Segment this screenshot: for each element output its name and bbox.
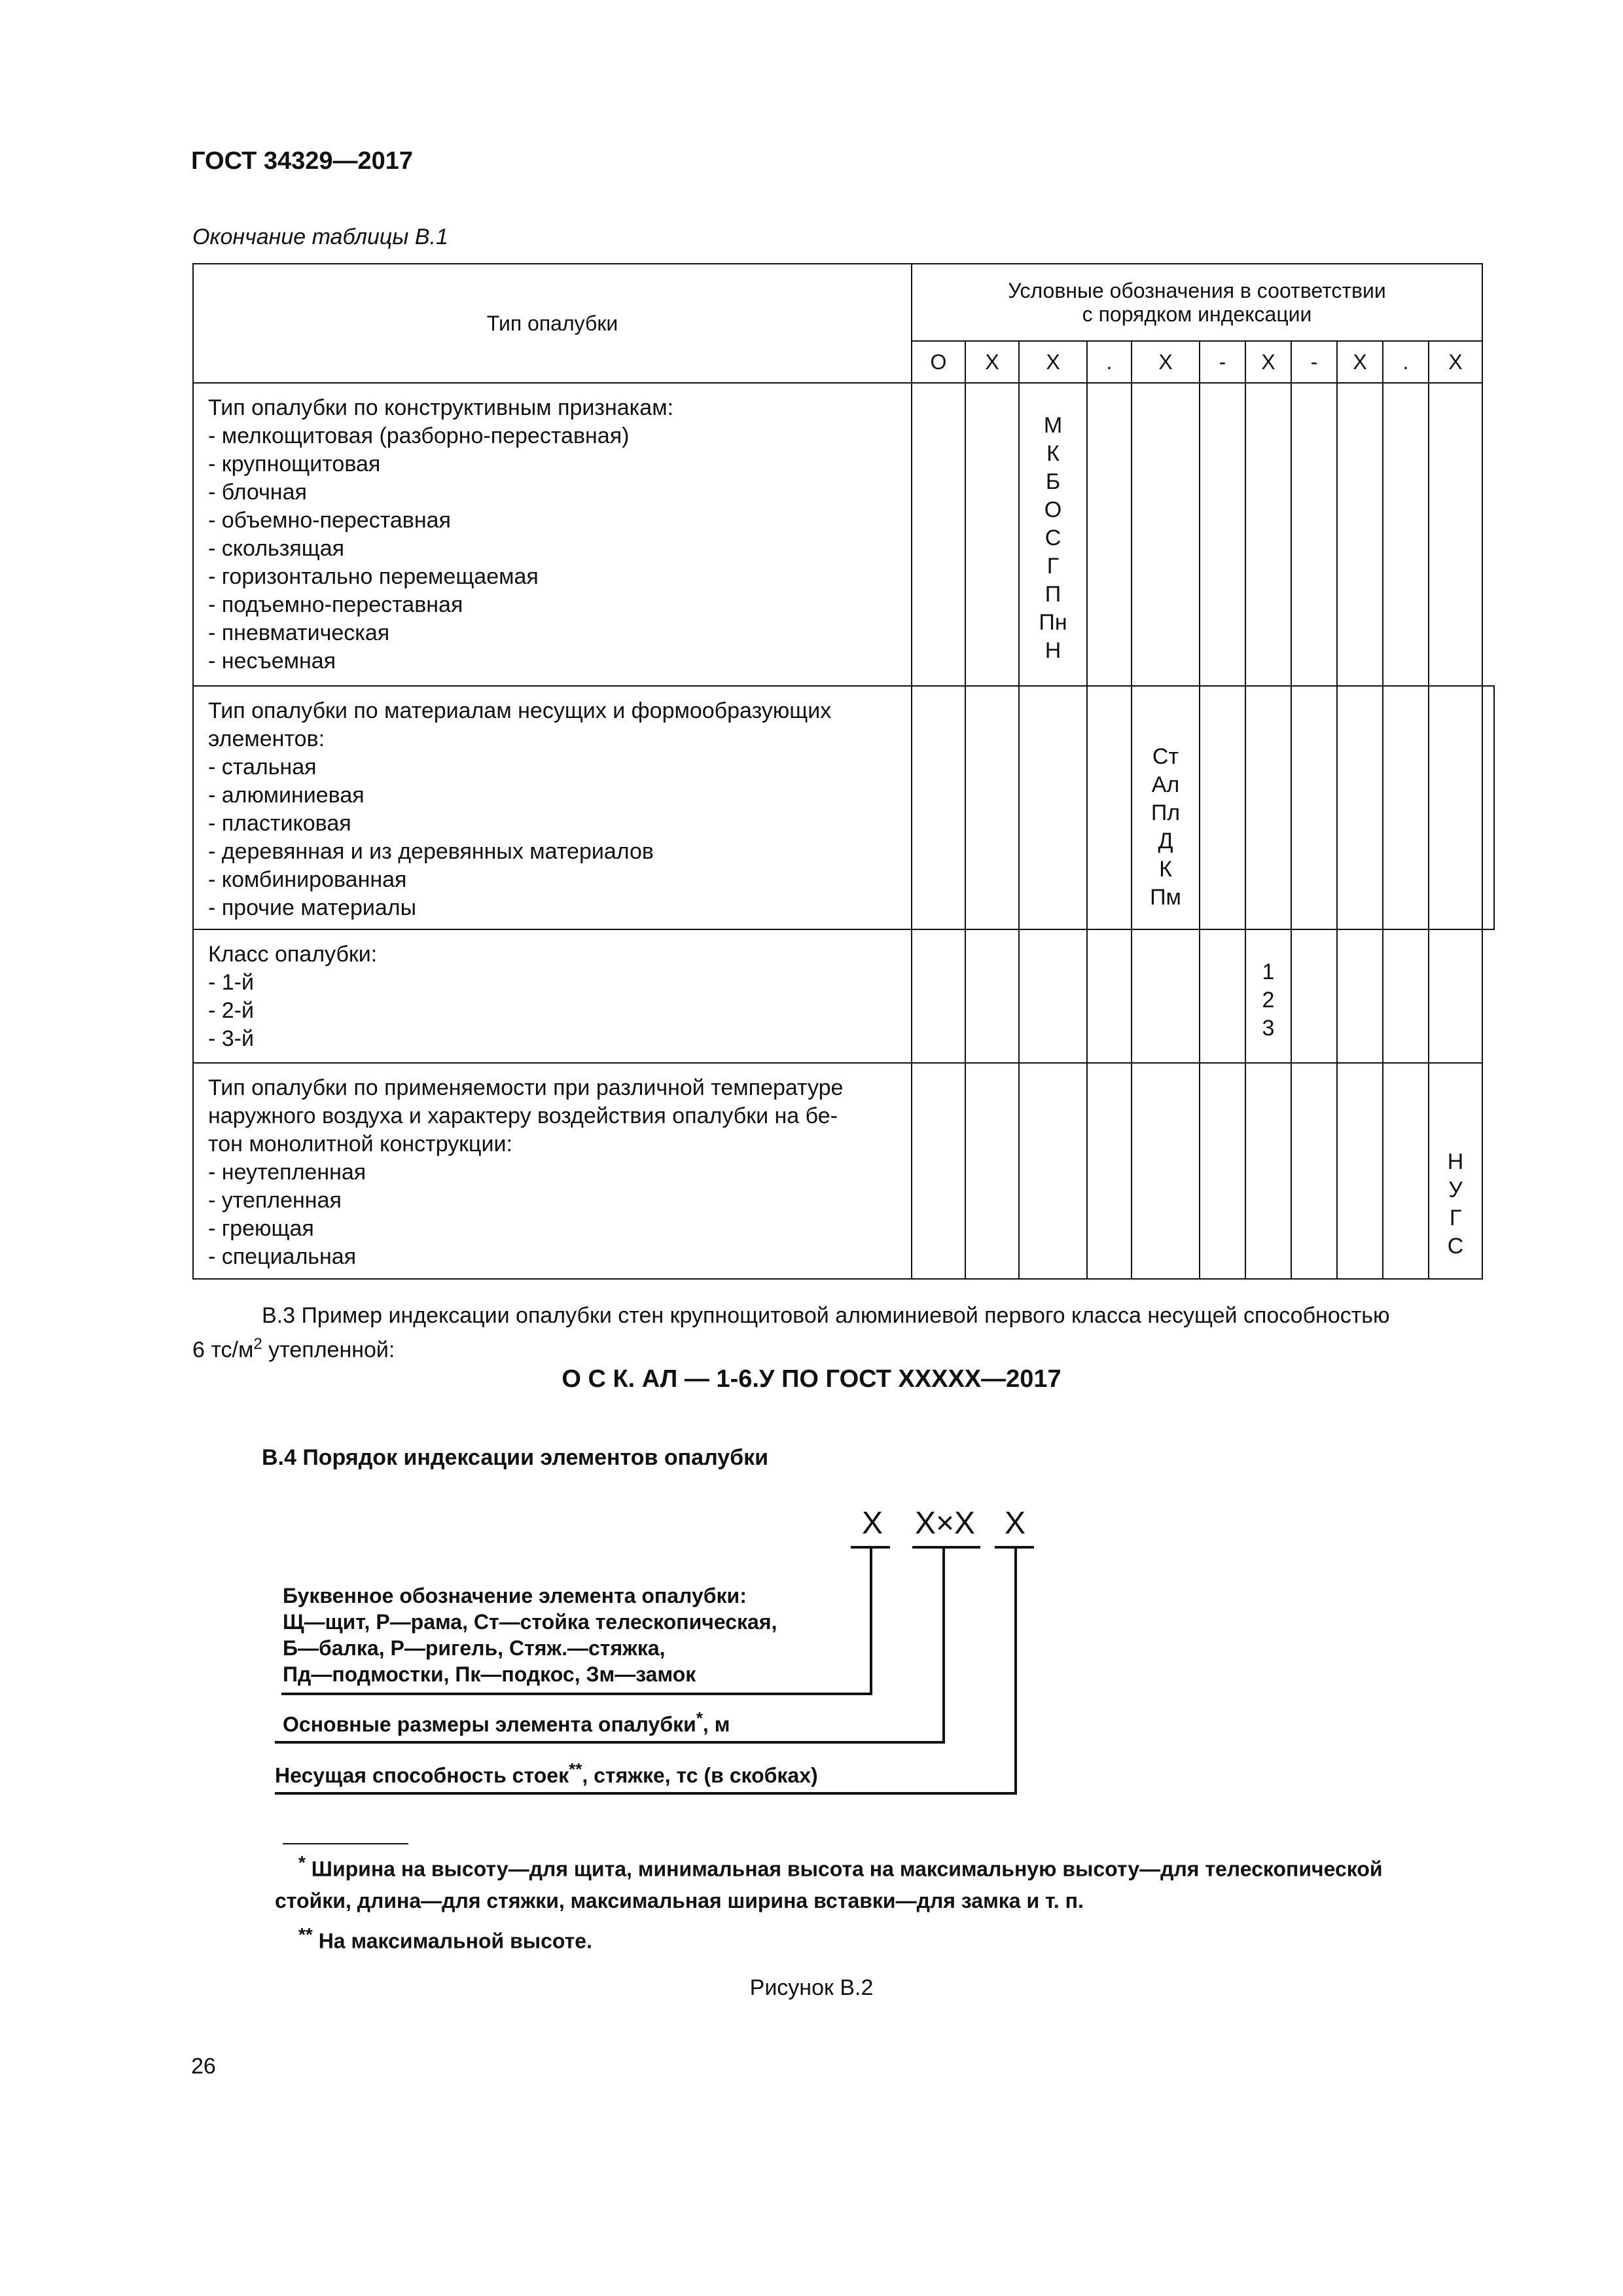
code-value: П bbox=[1044, 582, 1061, 607]
connector-line bbox=[870, 1546, 872, 1695]
code-cell bbox=[1245, 383, 1291, 686]
list-item: - 2-й bbox=[208, 998, 254, 1023]
mark-underline bbox=[912, 1546, 980, 1549]
code-cell bbox=[912, 383, 965, 686]
code-value: С bbox=[1044, 526, 1061, 550]
b3-line2 bbox=[192, 1330, 1495, 1364]
code-cell bbox=[965, 929, 1019, 1063]
sizes-label-text: Основные размеры элемента опалубки bbox=[283, 1712, 696, 1736]
code-cell bbox=[1200, 383, 1245, 686]
col-header-codes bbox=[912, 264, 1482, 341]
list-item: - пластиковая bbox=[208, 811, 351, 836]
row-description bbox=[193, 686, 912, 929]
element-label-line: Щ—щит, Р—рама, Ст—стойка телескопическая, bbox=[283, 1610, 777, 1634]
b3-unit: 6 тс/м bbox=[192, 1337, 254, 1363]
b3-unit-sup: 2 bbox=[253, 1335, 262, 1353]
list-item: - комбинированная bbox=[208, 867, 407, 892]
row-title: Тип опалубки по материалам несущих и формообразующих элементов: bbox=[208, 698, 832, 751]
capacity-label-rest: , стяжке, тс (в скобках) bbox=[582, 1763, 818, 1787]
col-header-codes-line1: Условные обозначения в соответствии bbox=[1008, 279, 1386, 302]
list-item: - прочие материалы bbox=[208, 895, 417, 920]
footnote-1-cont: стойки, длина—для стяжки, максимальная ширина вставки—для замка и т. п. bbox=[275, 1889, 1084, 1912]
code-cell bbox=[1132, 383, 1200, 686]
row-title: Класс опалубки: bbox=[208, 942, 378, 967]
index-pos-7: Х bbox=[1245, 341, 1291, 383]
code-cell bbox=[1291, 686, 1337, 929]
leader-line bbox=[275, 1792, 1017, 1795]
code-value: Ал bbox=[1151, 772, 1180, 797]
code-cell bbox=[1337, 383, 1383, 686]
code-cell-class bbox=[1245, 929, 1291, 1063]
row-description bbox=[193, 929, 912, 1063]
code-cell bbox=[1383, 929, 1429, 1063]
list-item: - объемно-переставная bbox=[208, 508, 451, 533]
code-cell bbox=[1087, 929, 1132, 1063]
code-cell bbox=[1200, 686, 1245, 929]
list-item: - горизонтально перемещаемая bbox=[208, 564, 539, 589]
capacity-label bbox=[275, 1759, 818, 1788]
code-cell bbox=[1337, 929, 1383, 1063]
list-item: - деревянная и из деревянных материалов bbox=[208, 839, 654, 864]
index-pos-5: Х bbox=[1132, 341, 1200, 383]
row-title-line: Тип опалубки по применяемости при различной температуре bbox=[208, 1075, 844, 1100]
list-item: - неутепленная bbox=[208, 1160, 366, 1185]
footnote-1 bbox=[298, 1852, 1383, 1882]
sizes-label bbox=[283, 1708, 730, 1737]
code-cell bbox=[912, 1063, 965, 1279]
code-value: 3 bbox=[1262, 1016, 1275, 1041]
code-cell bbox=[1291, 1063, 1337, 1279]
index-pos-8: - bbox=[1291, 341, 1337, 383]
footnote-2-text: На максимальной высоте. bbox=[312, 1929, 592, 1953]
table-row bbox=[193, 686, 1494, 929]
list-item: - 1-й bbox=[208, 970, 254, 995]
list-item: - пневматическая bbox=[208, 620, 390, 645]
table-row bbox=[193, 1063, 1494, 1279]
element-label-line: Б—балка, Р—ригель, Стяж.—стяжка, bbox=[283, 1636, 666, 1660]
list-item: - алюминиевая bbox=[208, 783, 365, 808]
index-pos-2: Х bbox=[965, 341, 1019, 383]
code-cell bbox=[965, 686, 1019, 929]
table-row bbox=[193, 383, 1494, 686]
list-item: - утепленная bbox=[208, 1188, 342, 1213]
leader-line bbox=[275, 1741, 945, 1744]
connector-line bbox=[1014, 1546, 1017, 1795]
code-cell-applicability bbox=[1429, 1063, 1482, 1279]
table-caption: Окончание таблицы В.1 bbox=[192, 224, 448, 249]
index-table bbox=[192, 263, 1495, 1280]
leader-line bbox=[281, 1693, 872, 1695]
code-cell bbox=[912, 929, 965, 1063]
b3-example-code: О С К. АЛ — 1-6.У ПО ГОСТ ХХХХХ—2017 bbox=[562, 1365, 1061, 1393]
code-value: У bbox=[1448, 1177, 1463, 1202]
element-label-line: Пд—подмостки, Пк—подкос, Зм—замок bbox=[283, 1662, 696, 1686]
doc-title: ГОСТ 34329—2017 bbox=[191, 147, 414, 175]
code-value: 1 bbox=[1262, 960, 1275, 984]
code-cell-material bbox=[1132, 686, 1200, 929]
code-value: К bbox=[1159, 857, 1172, 882]
code-value: Пм bbox=[1150, 885, 1181, 910]
code-cell bbox=[1383, 1063, 1429, 1279]
code-cell-construction bbox=[1019, 383, 1087, 686]
connector-line bbox=[942, 1546, 945, 1744]
row-title-line: тон монолитной конструкции: bbox=[208, 1132, 512, 1157]
index-pos-6: - bbox=[1200, 341, 1245, 383]
list-item: - несъемная bbox=[208, 649, 336, 673]
code-value: Н bbox=[1044, 638, 1061, 663]
code-cell bbox=[1482, 686, 1494, 929]
sizes-footnote-mark: * bbox=[696, 1708, 703, 1728]
code-value: Пн bbox=[1039, 610, 1067, 635]
index-pos-10: . bbox=[1383, 341, 1429, 383]
list-item: - греющая bbox=[208, 1216, 314, 1241]
code-value: К bbox=[1046, 441, 1060, 466]
index-pos-9: Х bbox=[1337, 341, 1383, 383]
code-value: Ст bbox=[1152, 744, 1179, 769]
code-cell bbox=[1383, 383, 1429, 686]
mark-capacity: Х bbox=[1005, 1506, 1026, 1541]
page-number: 26 bbox=[191, 2054, 216, 2079]
code-cell bbox=[1291, 929, 1337, 1063]
list-item: - скользящая bbox=[208, 536, 345, 561]
code-cell bbox=[1337, 1063, 1383, 1279]
element-label-line: Буквенное обозначение элемента опалубки: bbox=[283, 1584, 747, 1607]
index-pos-4: . bbox=[1087, 341, 1132, 383]
row-description bbox=[193, 1063, 912, 1279]
code-cell bbox=[1245, 686, 1291, 929]
code-cell bbox=[1429, 383, 1482, 686]
code-cell bbox=[1132, 1063, 1200, 1279]
footnote-divider bbox=[283, 1843, 408, 1844]
footnote-1-mark: * bbox=[298, 1852, 306, 1873]
code-cell bbox=[965, 1063, 1019, 1279]
list-item: - блочная bbox=[208, 480, 307, 505]
list-item: - мелкощитовая (разборно-переставная) bbox=[208, 423, 630, 448]
code-cell bbox=[1200, 929, 1245, 1063]
code-cell bbox=[1019, 686, 1087, 929]
mark-element: Х bbox=[862, 1506, 883, 1541]
code-cell bbox=[1019, 1063, 1087, 1279]
b4-heading: В.4 Порядок индексации элементов опалубки bbox=[262, 1445, 769, 1470]
code-value: Г bbox=[1449, 1206, 1462, 1230]
index-pos-11: Х bbox=[1429, 341, 1482, 383]
b3-paragraph bbox=[192, 1301, 1495, 1364]
footnote-1-line1: Ширина на высоту—для щита, минимальная высота на максимальную высоту—для телескопической bbox=[305, 1857, 1383, 1881]
code-cell bbox=[1383, 686, 1429, 929]
code-value: С bbox=[1447, 1234, 1464, 1259]
code-cell bbox=[1087, 383, 1132, 686]
list-item: - крупнощитовая bbox=[208, 452, 381, 476]
code-cell bbox=[1087, 1063, 1132, 1279]
row-title-line: наружного воздуха и характеру воздействия опалубки на бе- bbox=[208, 1103, 838, 1128]
code-value: Д bbox=[1158, 829, 1173, 853]
footnote-2-mark: ** bbox=[298, 1924, 313, 1945]
table-row bbox=[193, 929, 1494, 1063]
code-cell bbox=[912, 686, 965, 929]
b3-text-line2: утепленной: bbox=[262, 1337, 395, 1363]
element-label bbox=[283, 1583, 777, 1687]
code-cell bbox=[1245, 1063, 1291, 1279]
b3-text-line1: В.3 Пример индексации опалубки стен крупнощитовой алюминиевой первого класса несущей способностью bbox=[262, 1303, 1390, 1328]
footnote-2 bbox=[298, 1924, 592, 1954]
code-cell bbox=[965, 383, 1019, 686]
code-cell bbox=[1429, 929, 1482, 1063]
code-cell bbox=[1087, 686, 1132, 929]
mark-sizes: Х×Х bbox=[915, 1506, 976, 1541]
code-cell bbox=[1337, 686, 1383, 929]
list-item: - 3-й bbox=[208, 1026, 254, 1051]
code-value: Г bbox=[1046, 554, 1060, 579]
code-cell bbox=[1291, 383, 1337, 686]
sizes-unit: , м bbox=[702, 1712, 730, 1736]
list-item: - специальная bbox=[208, 1244, 357, 1269]
code-value: 2 bbox=[1262, 988, 1275, 1013]
capacity-footnote-mark: ** bbox=[569, 1759, 582, 1779]
code-value: Н bbox=[1447, 1149, 1464, 1174]
code-cell bbox=[1132, 929, 1200, 1063]
col-header-type: Тип опалубки bbox=[193, 264, 912, 383]
col-header-codes-line2: с порядком индексации bbox=[1082, 302, 1312, 326]
capacity-label-text: Несущая способность стоек bbox=[275, 1763, 569, 1787]
row-description bbox=[193, 383, 912, 686]
code-value: М bbox=[1043, 413, 1063, 438]
code-value: Б bbox=[1045, 469, 1061, 494]
code-cell bbox=[1429, 686, 1482, 929]
list-item: - стальная bbox=[208, 755, 317, 780]
list-item: - подъемно-переставная bbox=[208, 592, 463, 617]
code-value: О bbox=[1044, 497, 1062, 522]
row-title: Тип опалубки по конструктивным признакам: bbox=[208, 395, 674, 420]
code-cell bbox=[1200, 1063, 1245, 1279]
code-cell bbox=[1019, 929, 1087, 1063]
index-pos-3: Х bbox=[1019, 341, 1087, 383]
b3-line1 bbox=[192, 1301, 1495, 1330]
index-pos-1: О bbox=[912, 341, 965, 383]
figure-caption: Рисунок В.2 bbox=[749, 1975, 874, 2000]
code-value: Пл bbox=[1150, 800, 1181, 825]
